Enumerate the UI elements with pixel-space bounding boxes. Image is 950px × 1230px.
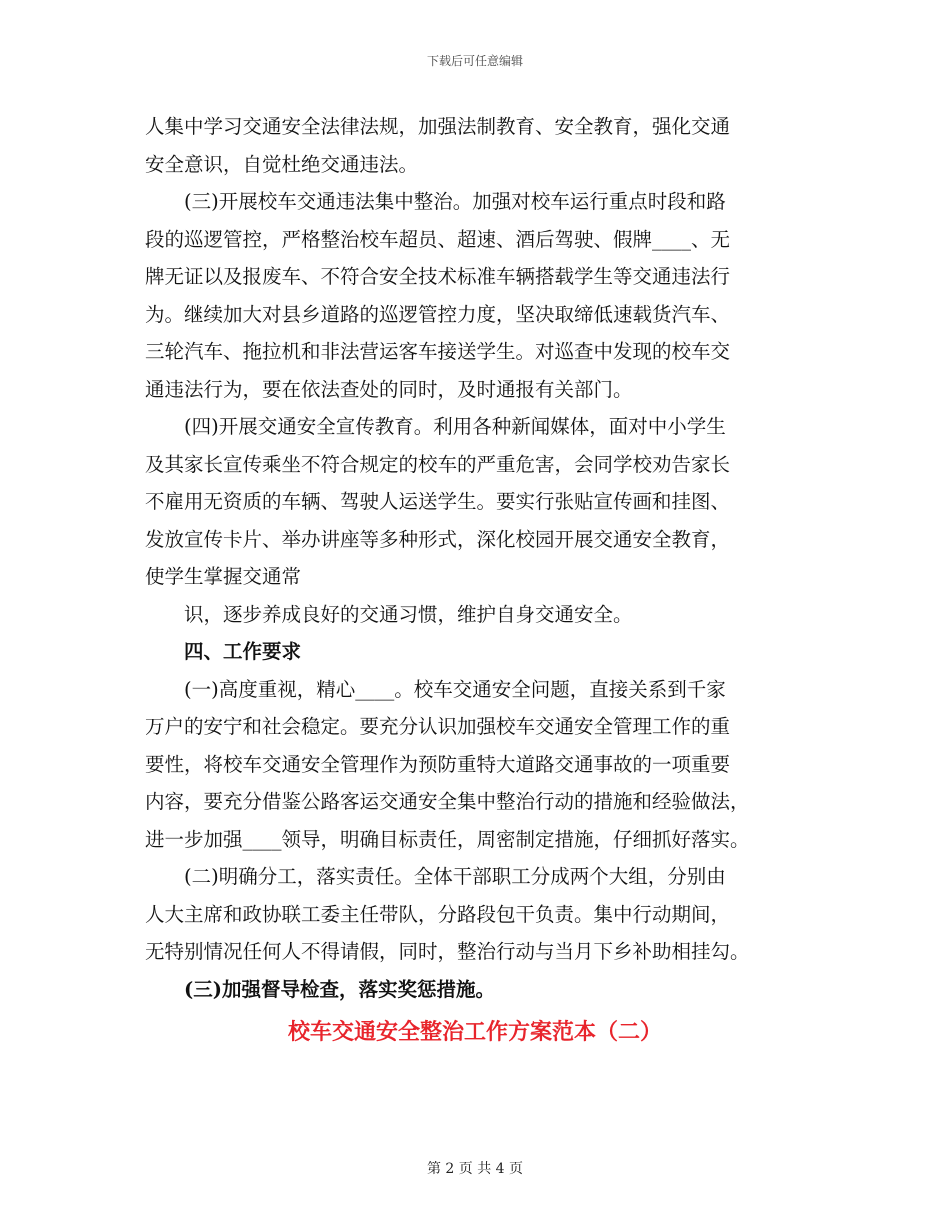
text-line: 通违法行为，要在依法查处的同时，及时通报有关部门。 [145, 377, 633, 401]
text-line: 内容，要充分借鉴公路客运交通安全集中整治行动的措施和经验做法， [145, 790, 750, 813]
text-line: 无特别情况任何人不得请假，同时，整治行动与当月下乡补助相挂勾。 [145, 940, 750, 963]
body-text [145, 108, 805, 1052]
text-line: 不雇用无资质的车辆、驾驶人运送学生。要实行张贴宣传画和挂图、 [145, 490, 731, 513]
text-line: (二)明确分工，落实责任。全体干部职工分成两个大组，分别由 [184, 865, 726, 888]
text-line: 万户的安宁和社会稳定。要充分认识加强校车交通安全管理工作的重 [145, 715, 731, 738]
page-header: 下载后可任意编辑 [426, 54, 523, 68]
text-line: 人集中学习交通安全法律法规，加强法制教育、安全教育，强化交通 [145, 115, 731, 138]
text-line: 安全意识，自觉杜绝交通违法。 [145, 152, 419, 176]
text-line: (三)开展校车交通违法集中整治。加强对校车运行重点时段和路 [184, 190, 726, 213]
page-footer: 第 2 页 共 4 页 [426, 1161, 524, 1177]
text-line: (一)高度重视，精心____。校车交通安全问题，直接关系到千家 [184, 677, 726, 701]
text-line: 为。继续加大对县乡道路的巡逻管控力度，坚决取缔低速载货汽车、 [145, 302, 731, 326]
text-line: 进一步加强____领导，明确目标责任，周密制定措施，仔细抓好落实。 [145, 827, 750, 851]
text-line: 及其家长宣传乘坐不符合规定的校车的严重危害，会同学校劝告家长 [145, 452, 731, 476]
text-line: 三轮汽车、拖拉机和非法营运客车接送学生。对巡查中发现的校车交 [145, 340, 731, 363]
text-line: 识，逐步养成良好的交通习惯，维护自身交通安全。 [184, 602, 633, 626]
text-line: 使学生掌握交通常 [145, 565, 302, 588]
text-line: (四)开展交通安全宣传教育。利用各种新闻媒体，面对中小学生 [184, 415, 726, 438]
text-line: 四、工作要求 [184, 640, 302, 663]
text-line: 要性，将校车交通安全管理作为预防重特大道路交通事故的一项重要 [145, 752, 731, 776]
section-title: 校车交通安全整治工作方案范本（二） [287, 1019, 662, 1045]
text-line: (三)加强督导检查，落实奖惩措施。 [184, 977, 495, 1001]
text-line: 发放宣传卡片、举办讲座等多种形式，深化校园开展交通安全教育， [145, 527, 731, 551]
text-line: 牌无证以及报废车、不符合安全技术标准车辆搭载学生等交通违法行 [145, 265, 731, 288]
text-line: 人大主席和政协联工委主任带队，分路段包干负责。集中行动期间， [145, 902, 731, 926]
text-line: 段的巡逻管控，严格整治校车超员、超速、酒后驾驶、假牌____、无 [145, 227, 731, 251]
